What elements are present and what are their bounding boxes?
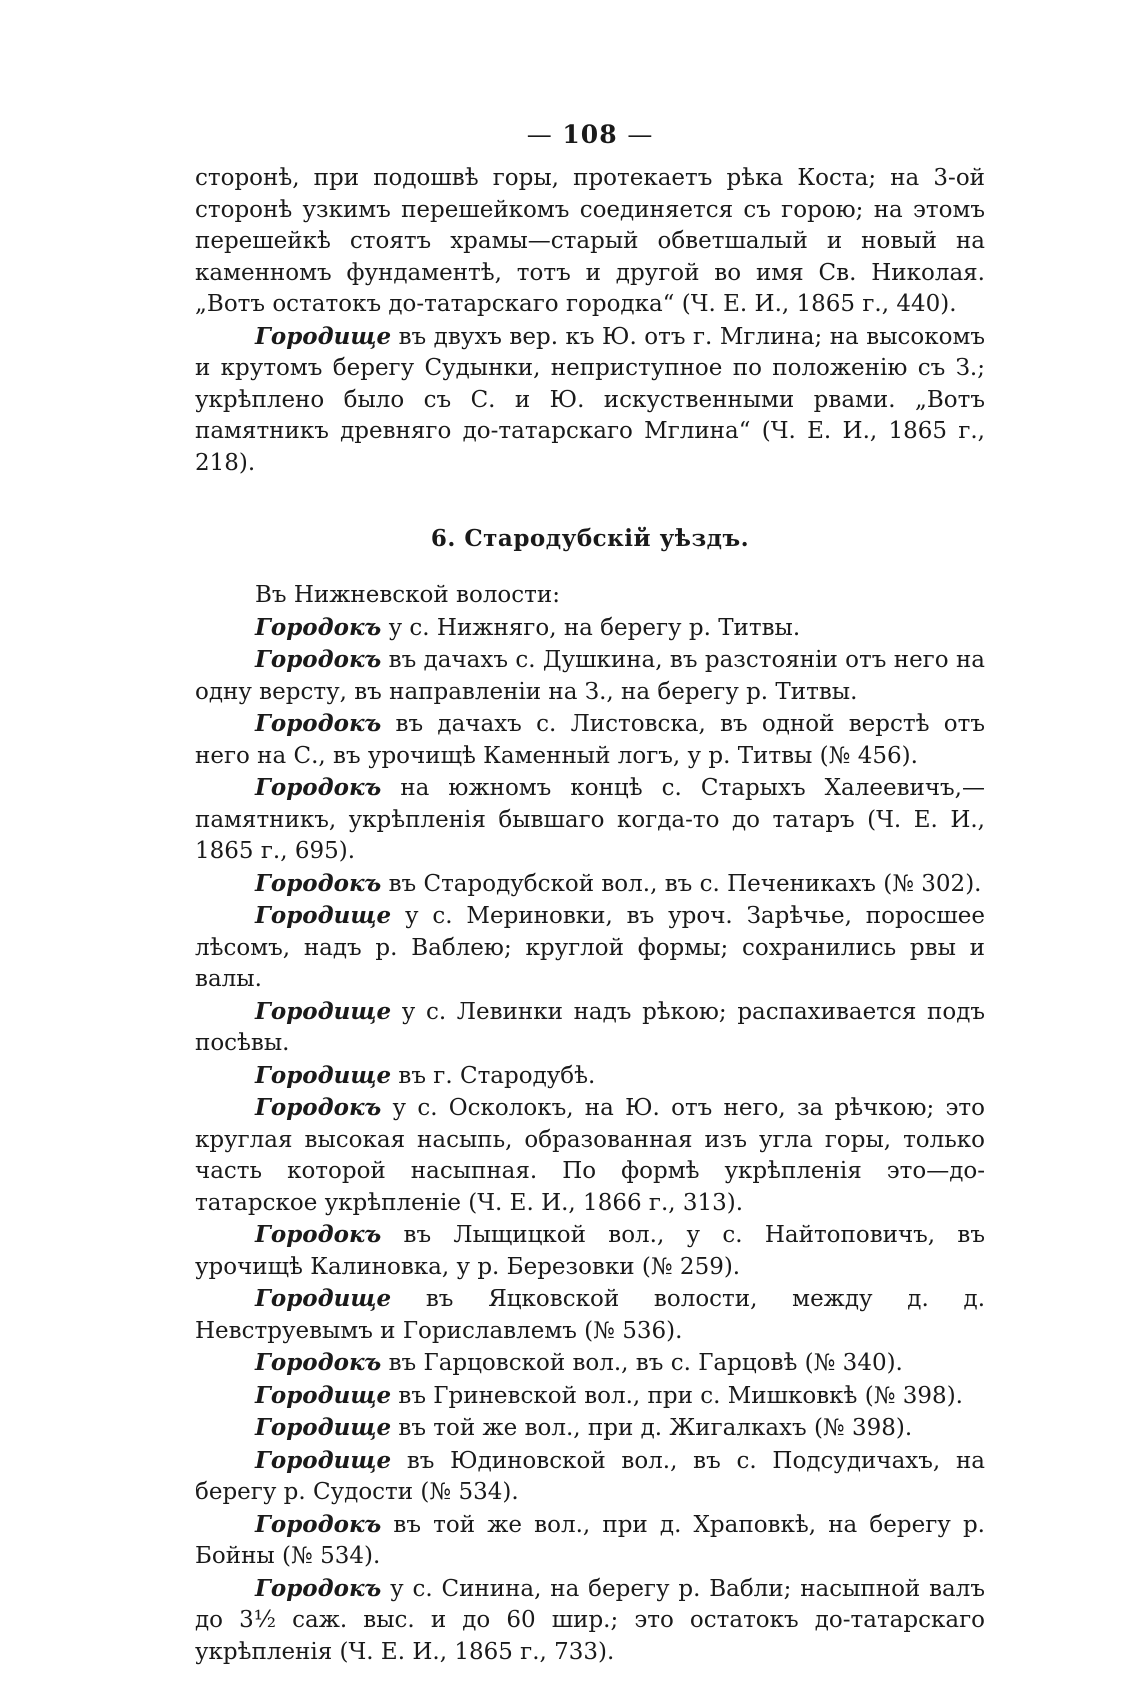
page-number-dash-right: — xyxy=(627,120,654,149)
entry-keyword: Городище xyxy=(255,1381,392,1409)
entries-list xyxy=(195,580,985,1668)
list-item xyxy=(195,772,985,868)
paragraph-text: въ Гарцовской вол., въ с. Гарцовѣ (№ 340). xyxy=(381,1350,903,1376)
entry-keyword: Городокъ xyxy=(255,646,382,673)
paragraph-text: въ двухъ вер. къ Ю. отъ г. Мглина; на высокомъ и крутомъ берегу Судынки, неприступное по положенію съ З.; укрѣплено было съ С. и Ю. искуственными рвами. „Вотъ памятникъ древняго до-татарскаго Мглина“ (Ч. Е. И., 1865 г., 218). xyxy=(195,323,985,476)
list-item xyxy=(195,1380,985,1413)
paragraph-text: у с. Осколокъ, на Ю. отъ него, за рѣчкою; это круглая высокая насыпь, образованная изъ угла горы, только часть которой насыпная. По формѣ укрѣпленія это—до-татарское укрѣпленіе (Ч. Е. И., 1866 г., 313). xyxy=(195,1095,985,1216)
entry-keyword: Городище xyxy=(255,1285,392,1312)
entry-keyword: Городище xyxy=(255,1446,392,1474)
paragraph-text: въ Гриневской вол., при с. Мишковкѣ (№ 398). xyxy=(391,1382,963,1409)
paragraph-text: въ Лыщицкой вол., у с. Найтоповичъ, въ урочищѣ Калиновка, у р. Березовки (№ 259). xyxy=(195,1222,985,1280)
paragraph-text: въ той же вол., при д. Жигалкахъ (№ 398). xyxy=(391,1415,913,1441)
entry-keyword: Городище xyxy=(255,1061,392,1089)
entry-keyword: Городокъ xyxy=(255,774,382,801)
page-number xyxy=(195,120,985,149)
paragraph-text: въ Юдиновской вол., въ с. Подсудичахъ, на берегу р. Судости (№ 534). xyxy=(195,1447,985,1505)
list-item xyxy=(195,708,985,772)
entry-keyword: Городокъ xyxy=(255,1349,382,1376)
page-number-dash-left: — xyxy=(526,120,553,149)
paragraph-text: у с. Левинки надъ рѣкою; распахивается подъ посѣвы. xyxy=(195,998,985,1056)
list-item xyxy=(195,996,985,1060)
section-heading: 6. Стародубскій уѣздъ. xyxy=(430,525,750,552)
list-item xyxy=(195,1060,985,1093)
entry-keyword: Городокъ xyxy=(255,613,382,641)
list-item xyxy=(195,1573,985,1669)
paragraph-text: въ г. Стародубѣ. xyxy=(391,1062,596,1089)
paragraph-text: у с. Синина, на берегу р. Вабли; насыпной валъ до 3½ саж. выс. и до 60 шир.; это остатокъ до-татарскаго укрѣпленія (Ч. Е. И., 1865 г., 733). xyxy=(195,1575,985,1665)
paragraph-text: въ Стародубской вол., въ с. Печеникахъ (№ 302). xyxy=(381,870,982,897)
list-item xyxy=(195,612,985,645)
document-page xyxy=(195,120,985,1668)
list-item xyxy=(195,900,985,996)
paragraph-text: въ Яцковской волости, между д. д. Невструевымъ и Гориславлемъ (№ 536). xyxy=(195,1286,985,1344)
paragraph-text: Въ Нижневской волости: xyxy=(255,582,560,608)
entry-keyword: Городокъ xyxy=(255,710,382,737)
entry-keyword: Городище xyxy=(255,902,392,929)
list-item xyxy=(195,868,985,901)
entry-keyword: Городокъ xyxy=(255,1574,382,1602)
entry-keyword: Городокъ xyxy=(255,1510,382,1538)
list-item xyxy=(195,1092,985,1219)
list-item xyxy=(195,1283,985,1347)
list-item xyxy=(195,1445,985,1509)
intro-paragraph-2 xyxy=(195,321,985,480)
entry-keyword: Городище xyxy=(255,322,392,350)
paragraph-text: въ дачахъ с. Листовска, въ одной верстѣ отъ него на С., въ урочищѣ Каменный логъ, у р. Титвы (№ 456). xyxy=(195,711,985,769)
list-item xyxy=(195,1412,985,1445)
page-number-value: 108 xyxy=(562,120,618,149)
entry-keyword: Городище xyxy=(255,1414,392,1441)
entry-keyword: Городокъ xyxy=(255,869,382,897)
intro-paragraph-1 xyxy=(195,163,985,321)
list-item xyxy=(195,580,985,612)
list-item xyxy=(195,1347,985,1380)
list-item xyxy=(195,644,985,708)
list-item xyxy=(195,1219,985,1283)
paragraph-text: на южномъ концѣ с. Старыхъ Халеевичъ,—памятникъ, укрѣпленія бывшаго когда-то до татаръ (Ч. Е. И., 1865 г., 695). xyxy=(195,775,985,864)
paragraph-text: у с. Мериновки, въ уроч. Зарѣчье, поросшее лѣсомъ, надъ р. Ваблею; круглой формы; сохранились рвы и валы. xyxy=(195,903,985,992)
paragraph-text: въ дачахъ с. Душкина, въ разстояніи отъ него на одну версту, въ направленіи на З., на берегу р. Титвы. xyxy=(195,647,985,705)
paragraph-text: въ той же вол., при д. Храповкѣ, на берегу р. Бойны (№ 534). xyxy=(195,1511,985,1569)
list-item xyxy=(195,1509,985,1573)
paragraph-text: сторонѣ, при подошвѣ горы, протекаетъ рѣка Коста; на 3-ой сторонѣ узкимъ перешейкомъ соединяется съ горою; на этомъ перешейкѣ стоятъ храмы—старый обветшалый и новый на каменномъ фундаментѣ, тотъ и другой во имя Св. Николая. „Вотъ остатокъ до-татарскаго городка“ (Ч. Е. И., 1865 г., 440). xyxy=(195,165,985,317)
entry-keyword: Городокъ xyxy=(255,1221,382,1248)
entry-keyword: Городище xyxy=(255,997,392,1025)
entry-keyword: Городокъ xyxy=(255,1094,382,1121)
paragraph-text: у с. Нижняго, на берегу р. Титвы. xyxy=(381,614,801,641)
